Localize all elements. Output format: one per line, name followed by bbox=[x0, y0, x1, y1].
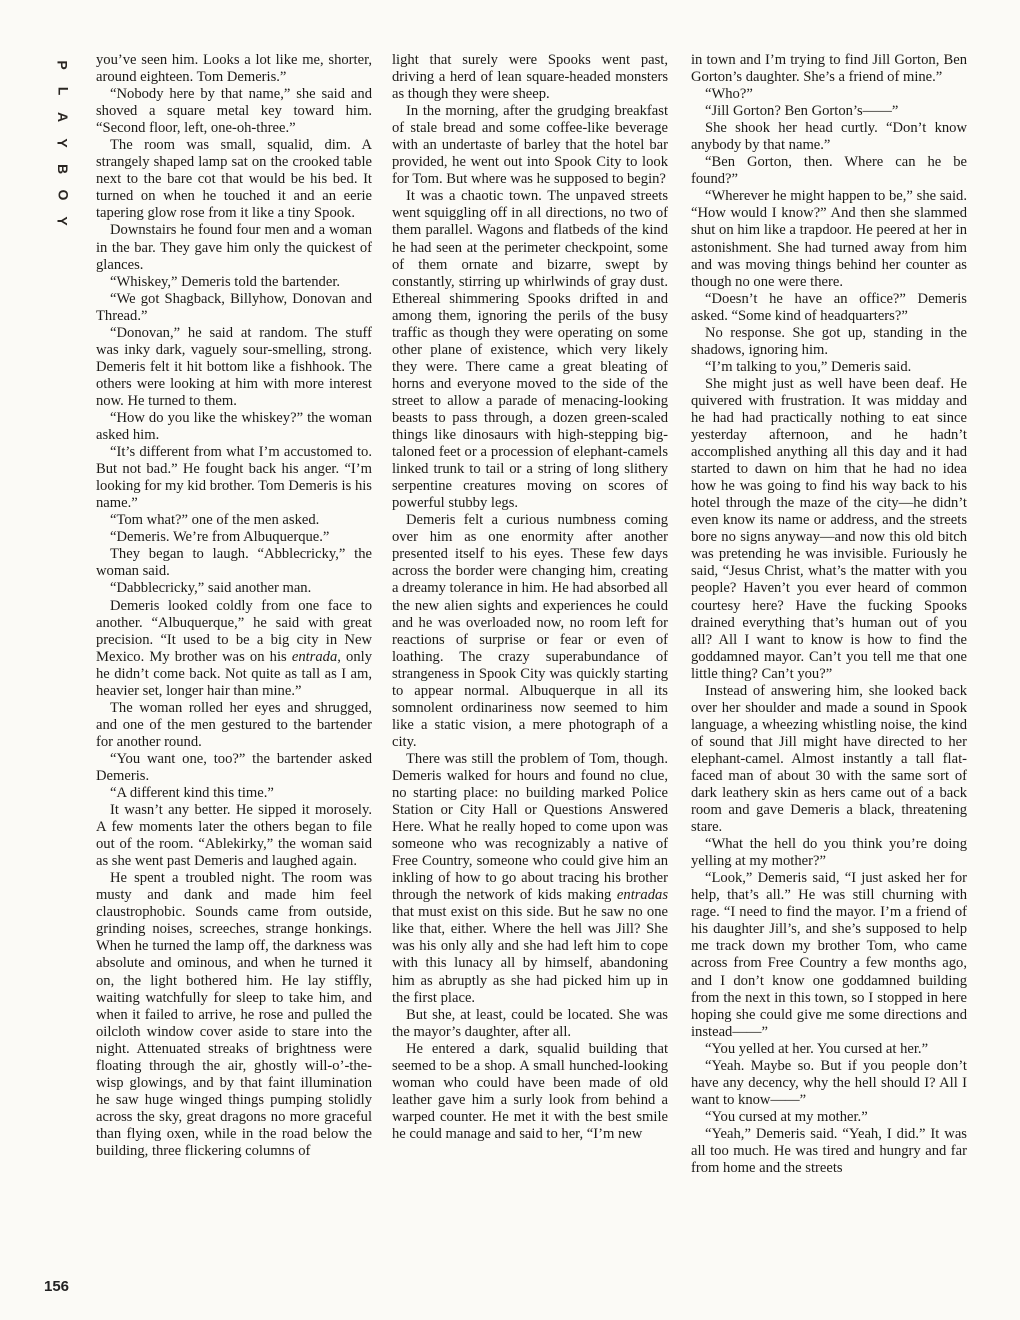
italic-word: entradas bbox=[616, 887, 668, 904]
paragraph: “Whiskey,” Demeris told the bartender. bbox=[110, 273, 341, 290]
paragraph: He spent a troubled night. The room was musty and dank and made him feel claustrophobic. Sounds came from outside, grinding noises, screeches, strange honkings. When he turned the lamp off, the darkness was absolute and ominous, and when he turned it on, the light bothered him. He lay stiffly, waiting watchfully for sleep to take him, and when it failed to arrive, he rose and pulled the oilcloth window cover aside to stare into the night. Attenuated streaks of brightness were floating through the air, ghostly will-o’-the-wisp glowings, and by that faint illumination he saw huge winged things pumping stolidly across the sky, great dragons no more graceful than flying oxen, while in the road below the building, three flickering columns of bbox=[96, 870, 372, 1159]
paragraph: “Jill Gorton? Ben Gorton’s——” bbox=[705, 103, 899, 120]
paragraph: “Tom what?” one of the men asked. bbox=[110, 512, 320, 529]
paragraph: “Wherever he might happen to be,” she said. “How would I know?” And then she slammed shut on him like a trapdoor. He peered at her in astonishment. She had turned away from him and was moving things behind her counter as though no one were there. bbox=[691, 188, 967, 290]
paragraph: “Who?” bbox=[705, 86, 753, 103]
text-column-3 bbox=[691, 52, 967, 1177]
paragraph: The woman rolled her eyes and shrugged, and one of the men gestured to the bartender for another round. bbox=[96, 699, 372, 750]
paragraph: Demeris looked coldly from one face to another. “Albuquerque,” he said with great precision. “It used to be a big city in New Mexico. My brother was on his entrada, only he didn’t come back. Not quite as tall as I am, heavier set, longer hair than mine.” bbox=[96, 597, 372, 699]
paragraph: “Doesn’t he have an office?” Demeris asked. “Some kind of headquarters?” bbox=[691, 290, 967, 324]
masthead-letter: B bbox=[55, 163, 71, 175]
paragraph: Demeris felt a curious numbness coming over him as one enormity after another presented itself to his eyes. These few days across the border were changing him, creating a dreamy tolerance in him. He had absorbed all the new alien sights and experiences he could and he was overloaded now, no room left for reactions of surprise or fear or even of loathing. The crazy superabundance of strangeness in Spook City was quickly starting to appear normal. Albuquerque in all its somnolent ordinariness now seemed to him like a static vision, a mere photograph of a city. bbox=[392, 512, 668, 750]
paragraph: “Yeah,” Demeris said. “Yeah, I did.” It was all too much. He was tired and hungry and far from home and the streets bbox=[691, 1125, 967, 1177]
page-number: 156 bbox=[44, 1278, 70, 1295]
masthead-letter: P bbox=[55, 60, 71, 70]
masthead-letter: Y bbox=[55, 216, 71, 226]
paragraph: She might just as well have been deaf. He quivered with frustration. It was midday and he had had practically nothing to eat since yesterday afternoon, and he hadn’t accomplished anything all this day and it had started to dawn on him that he had no idea how he was going to find his way back to his hotel through the maze of the city—he didn’t even know its name or address, and the streets bore no signs anyway—and now this old bitch was pretending he was invisible. Furiously he said, “Jesus Christ, what’s the matter with you people? Haven’t you ever heard of common courtesy here? Have the fucking Spooks drained everything that’s human out of you all? All I want to know is how to find the goddamned mayor. Can’t you tell me that one little thing? Can’t you?” bbox=[691, 375, 967, 682]
paragraph: Downstairs he found four men and a woman in the bar. They gave him only the quickest of glances. bbox=[96, 222, 372, 273]
paragraph: “You yelled at her. You cursed at her.” bbox=[705, 1040, 929, 1057]
paragraph: “Dabblecricky,” said another man. bbox=[110, 580, 312, 597]
paragraph: She shook her head curtly. “Don’t know anybody by that name.” bbox=[691, 120, 967, 154]
paragraph: No response. She got up, standing in the shadows, ignoring him. bbox=[691, 324, 967, 358]
paragraph: “What the hell do you think you’re doing yelling at my mother?” bbox=[691, 836, 967, 870]
masthead-letter: A bbox=[55, 111, 71, 123]
paragraph: light that surely were Spooks went past, driving a herd of lean square-headed monsters as though they were sheep. bbox=[392, 52, 668, 103]
paragraph: It was a chaotic town. The unpaved streets went squiggling off in all directions, no two of them parallel. Wagons and flatbeds of the kind he had seen at the perimeter checkpoint, some of them ornate and bizarre, swept by constantly, stirring up whirlwinds of gray dust. Ethereal shimmering Spooks drifted in and among them, ignoring the perils of the busy traffic as though they were operating on some other plane of existence, which very likely they were. There came a great bleating of horns and everyone moved to the side of the street to allow a parade of menacing-looking beasts to pass through, a dozen green-scaled things like dinosaurs with high-stepping big-taloned feet or a procession of elephant-camels linked trunk to tail or a string of long slithery serpentine creatures moving on scores of powerful stubby legs. bbox=[392, 188, 668, 512]
paragraph: you’ve seen him. Looks a lot like me, shorter, around eighteen. Tom Demeris.” bbox=[96, 52, 372, 86]
paragraph: But she, at least, could be located. She was the mayor’s daughter, after all. bbox=[392, 1006, 668, 1040]
italic-word: entrada bbox=[291, 648, 338, 665]
text-column-2 bbox=[392, 52, 668, 1143]
paragraph: It wasn’t any better. He sipped it morosely. A few moments later the others began to file out of the room. “Ablekirky,” the woman said as she went past Demeris and laughed again. bbox=[96, 802, 372, 870]
paragraph: The room was small, squalid, dim. A strangely shaped lamp sat on the crooked table next to the bare cot that would be his bed. It turned on when he touched it and an eerie tapering glow rose from it like a tiny Spook. bbox=[96, 137, 372, 222]
paragraph: “A different kind this time.” bbox=[110, 785, 274, 802]
masthead-letter: L bbox=[55, 86, 71, 96]
text-column-1 bbox=[96, 52, 372, 1160]
paragraph: There was still the problem of Tom, though. Demeris walked for hours and found no clue, no starting place: no building marked Police Station or City Hall or Questions Answered Here. What he really hoped to come upon was someone who was recognizably a native of Free Country, someone who could give him an inkling of how to go about tracing his brother through the network of kids making entradas that must exist on this side. But he saw no one like that, either. Where the hell was Jill? She was his only ally and she had left him to cope with this lunacy all by himself, abandoning him as abruptly as she had picked him up in the first place. bbox=[392, 750, 668, 1006]
paragraph: “Demeris. We’re from Albuquerque.” bbox=[110, 529, 330, 546]
paragraph: “I’m talking to you,” Demeris said. bbox=[705, 358, 912, 375]
paragraph: “Nobody here by that name,” she said and shoved a square metal key toward him. “Second floor, left, one-oh-three.” bbox=[96, 86, 372, 137]
paragraph: He entered a dark, squalid building that seemed to be a shop. A small hunched-looking woman who could have been made of old leather gave him a surly look from behind a warped counter. He met it with the best smile he could manage and said to her, “I’m new bbox=[392, 1040, 668, 1142]
masthead-letter: Y bbox=[55, 138, 71, 148]
paragraph: in town and I’m trying to find Jill Gorton, Ben Gorton’s daughter. She’s a friend of mine.” bbox=[691, 52, 967, 86]
paragraph: They began to laugh. “Abblecricky,” the woman said. bbox=[96, 546, 372, 580]
paragraph: “Yeah. Maybe so. But if you people don’t have any decency, why the hell should I? All I want to know——” bbox=[691, 1057, 967, 1108]
masthead-letter: O bbox=[54, 189, 71, 201]
paragraph: “Look,” Demeris said, “I just asked her for help, that’s all.” He was still churning with rage. “I need to find the mayor. I’m a friend of his daughter Jill’s, and she’s supposed to help me track down my brother Tom, who came across from Free Country a few months ago, and I don’t know one goddamned building from the next in this town, so I stopped in here hoping she could give me some directions and instead——” bbox=[691, 870, 967, 1040]
paragraph: “How do you like the whiskey?” the woman asked him. bbox=[96, 409, 372, 444]
paragraph: Instead of answering him, she looked back over her shoulder and made a sound in Spook language, a wheezing whistling noise, the kind of sound that Jill might have directed to her elephant-camel. Almost instantly a tall flat-faced man of about 30 with the same sort of dark leathery skin as hers came out of a back room and gave Demeris a black, threatening stare. bbox=[691, 682, 967, 836]
paragraph: “Ben Gorton, then. Where can he be found?” bbox=[691, 154, 967, 188]
paragraph: In the morning, after the grudging breakfast of stale bread and some coffee-like beverage with an undertaste of barley that the hotel bar provided, he went out into Spook City to look for Tom. But where was he supposed to begin? bbox=[392, 103, 668, 188]
paragraph: “Donovan,” he said at random. The stuff was inky dark, vaguely sour-smelling, strong. Demeris felt it hit bottom like a fishhook. The others were looking at him with more interest now. He turned to them. bbox=[96, 324, 372, 409]
paragraph: “You want one, too?” the bartender asked Demeris. bbox=[96, 750, 372, 784]
paragraph: “We got Shagback, Billyhow, Donovan and Thread.” bbox=[96, 290, 372, 324]
paragraph: “It’s different from what I’m accustomed to. But not bad.” He fought back his anger. “I’m looking for my kid brother. Tom Demeris is his name.” bbox=[96, 444, 372, 512]
magazine-masthead bbox=[52, 52, 74, 234]
paragraph: “You cursed at my mother.” bbox=[705, 1108, 868, 1125]
